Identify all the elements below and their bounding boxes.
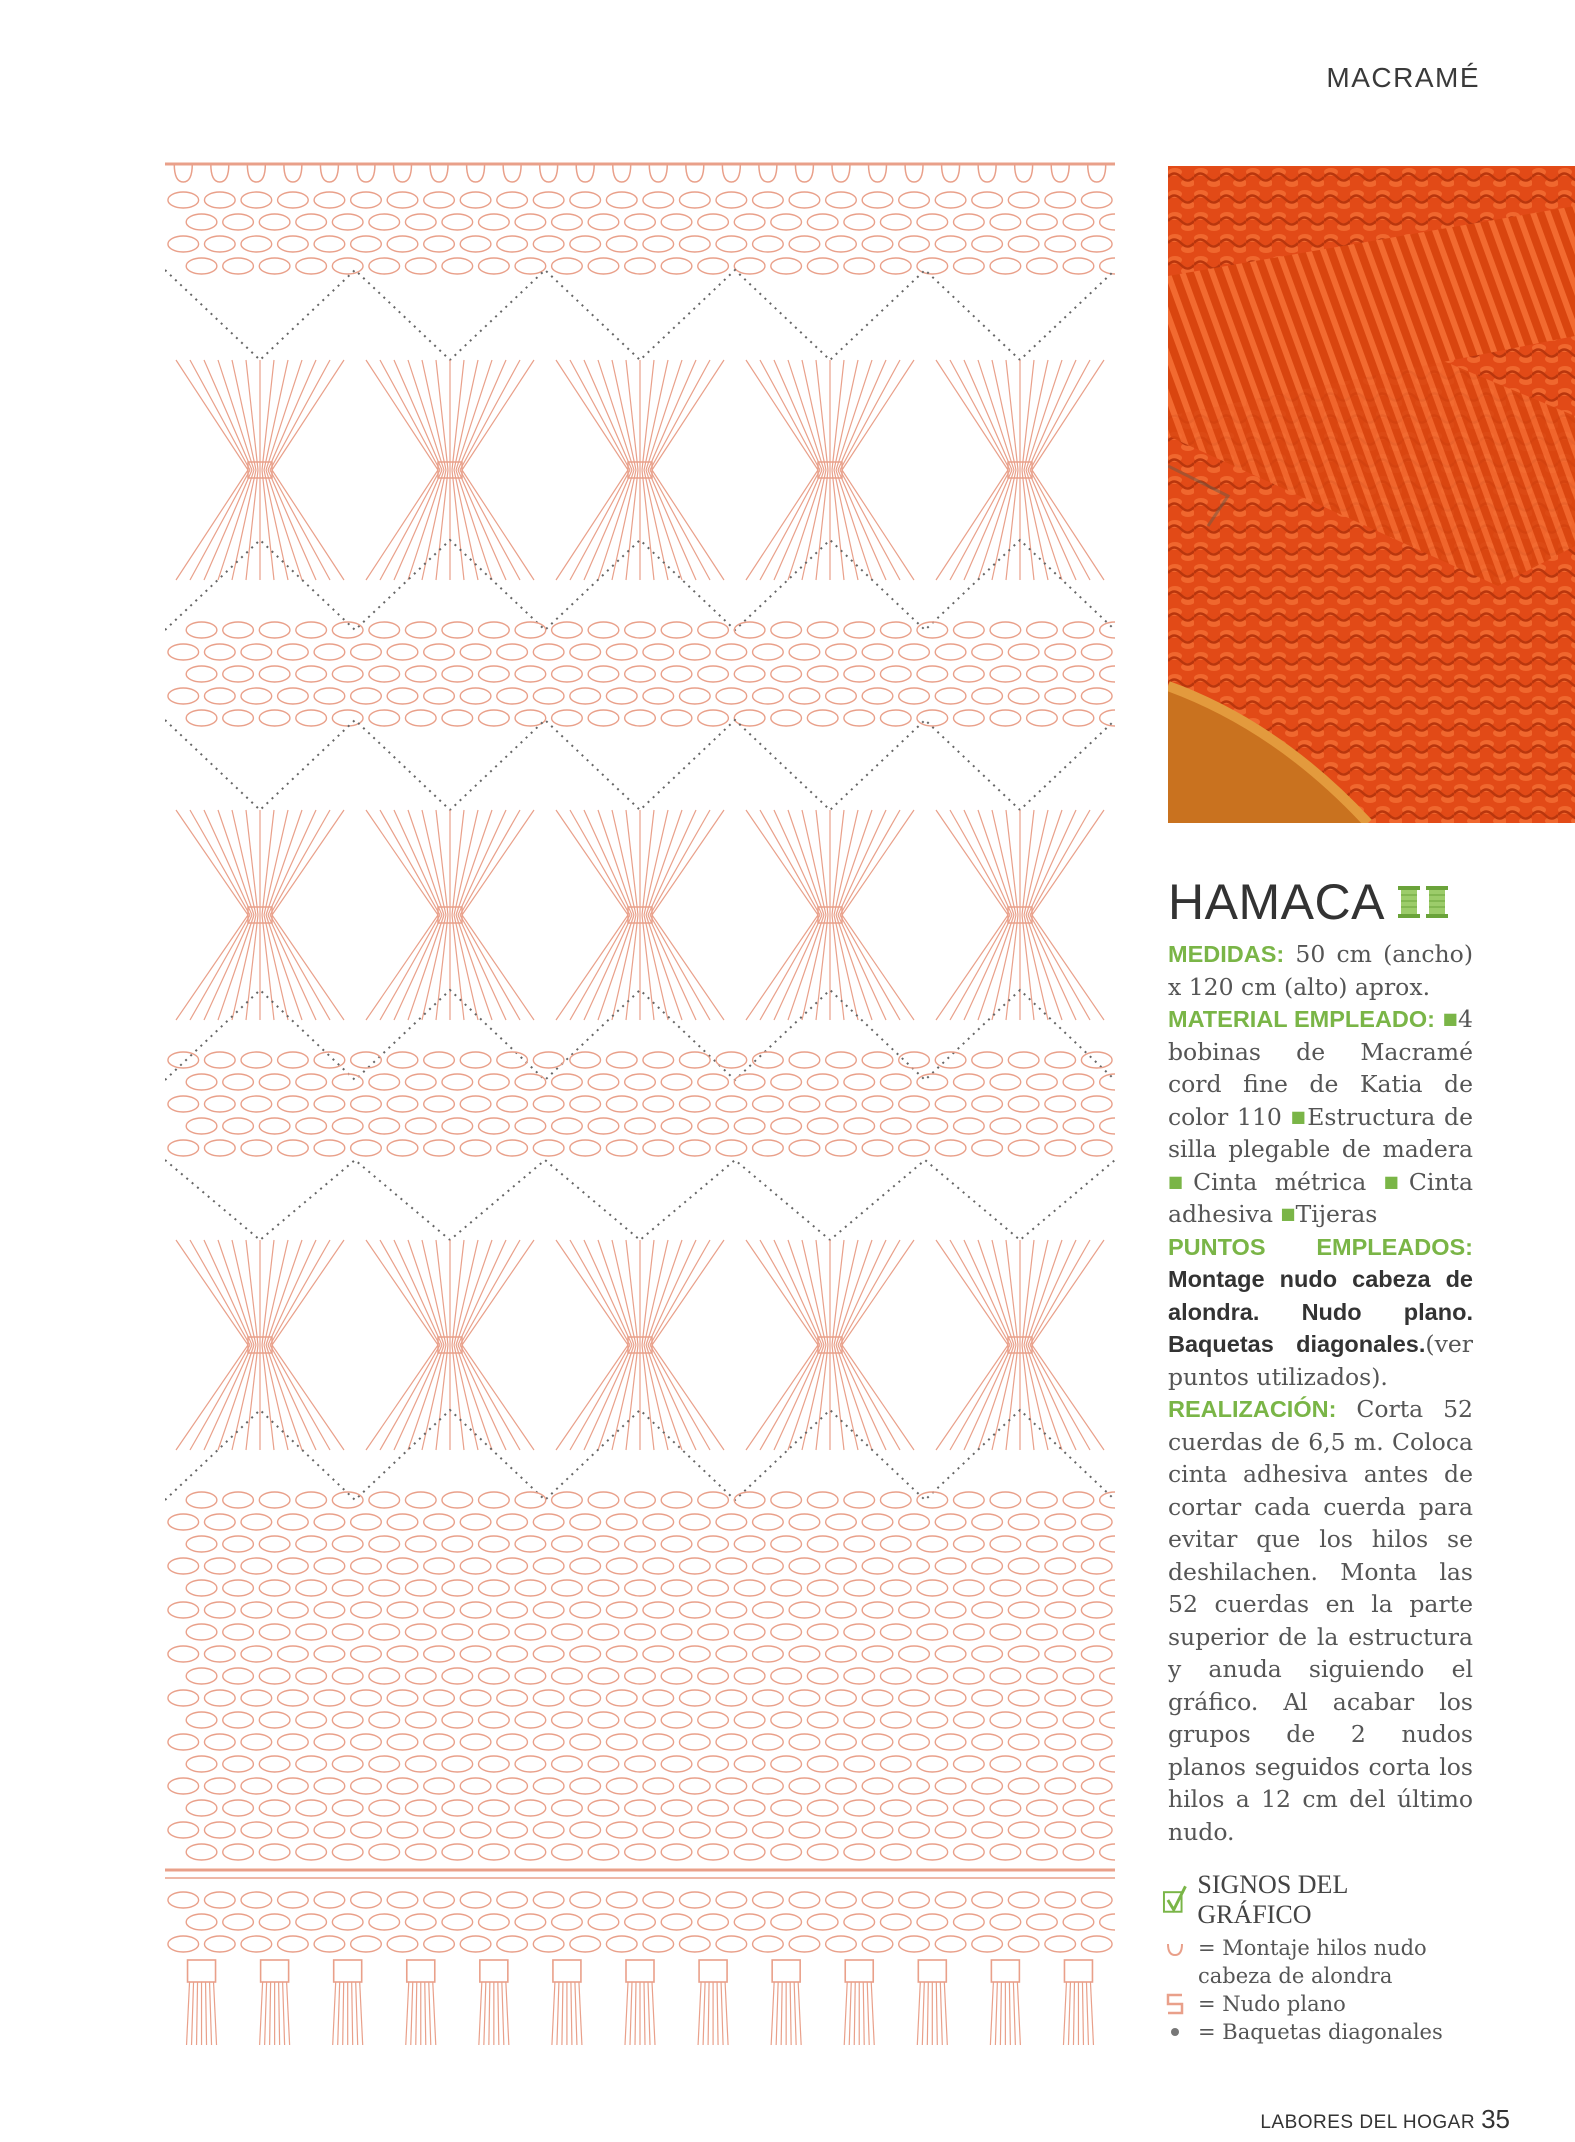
realizacion-text: Corta 52 cuerdas de 6,5 m. Coloca cinta adhesiva antes de cortar cada cuerda para evitar que los hilos se deshilachen. Monta las 52 cuerdas en la parte superior de la estructura y anuda siguiendo el gráfico. Al acabar los grupos de 2 nudos planos seguidos corta los hilos a 12 cm del último nudo. (1168, 1395, 1473, 1846)
magazine-name: LABORES DEL HOGAR (1260, 2112, 1476, 2133)
difficulty-rating (1397, 885, 1449, 919)
material-item: Tijeras (1295, 1200, 1378, 1228)
material-paragraph (1168, 1003, 1473, 1231)
diagonal-dot-icon (1162, 2018, 1188, 2046)
legend-text: = Baquetas diagonales (1198, 2020, 1443, 2044)
legend-text: = Montaje hilos nudo cabeza de alondra (1198, 1936, 1427, 1988)
section-title: MACRAMÉ (1326, 62, 1480, 93)
puntos-label: PUNTOS EMPLEADOS: (1168, 1233, 1473, 1260)
legend-header (1162, 1870, 1462, 1930)
medidas-label: MEDIDAS: (1168, 941, 1285, 967)
realizacion-paragraph (1168, 1393, 1473, 1848)
medidas-paragraph (1168, 938, 1473, 1003)
macrame-detail-photo (1168, 166, 1575, 823)
bullet-icon: ■ (1168, 1171, 1194, 1191)
bullet-icon: ■ (1290, 1106, 1308, 1126)
realizacion-label: REALIZACIÓN: (1168, 1396, 1337, 1422)
page-footer (1250, 2104, 1510, 2135)
lark-head-knot-icon (1162, 1934, 1188, 1962)
project-title-row (1168, 872, 1449, 932)
material-item: Cinta métrica (1193, 1167, 1367, 1196)
legend-item (1162, 1934, 1462, 1990)
material-item: Estructura de silla plegable de madera (1168, 1102, 1473, 1163)
bullet-icon: ■ (1383, 1171, 1409, 1191)
legend-text: = Nudo plano (1198, 1992, 1346, 2016)
legend-item (1162, 1990, 1462, 2018)
legend-title: SIGNOS DEL GRÁFICO (1197, 1870, 1348, 1929)
project-title: HAMACA (1168, 874, 1385, 930)
bullet-icon: ■ (1280, 1204, 1296, 1223)
square-knot-icon (1162, 1990, 1188, 2018)
material-item: 4 bobinas de Macramé cord fine de Katia de color 110 (1168, 1005, 1473, 1131)
medidas-text: 50 cm (ancho) x 120 cm (alto) aprox. (1168, 940, 1473, 1001)
spool-icon (1397, 885, 1421, 919)
project-instructions (1168, 938, 1473, 1848)
puntos-note: (ver puntos utilizados). (1168, 1330, 1473, 1391)
spool-icon (1425, 885, 1449, 919)
macrame-pattern-chart (165, 160, 1115, 2050)
puntos-paragraph (1168, 1231, 1473, 1394)
puntos-text: Montage nudo cabeza de alondra. Nudo plano. Baquetas diagonales. (1168, 1266, 1473, 1357)
material-label: MATERIAL EMPLEADO: (1168, 1006, 1435, 1032)
legend-item (1162, 2018, 1462, 2046)
chart-legend (1162, 1870, 1462, 2046)
checkmark-icon (1162, 1884, 1189, 1916)
material-item: Cinta adhesiva (1168, 1167, 1473, 1228)
bullet-icon: ■ (1442, 1009, 1459, 1028)
page-number: 35 (1481, 2104, 1510, 2134)
